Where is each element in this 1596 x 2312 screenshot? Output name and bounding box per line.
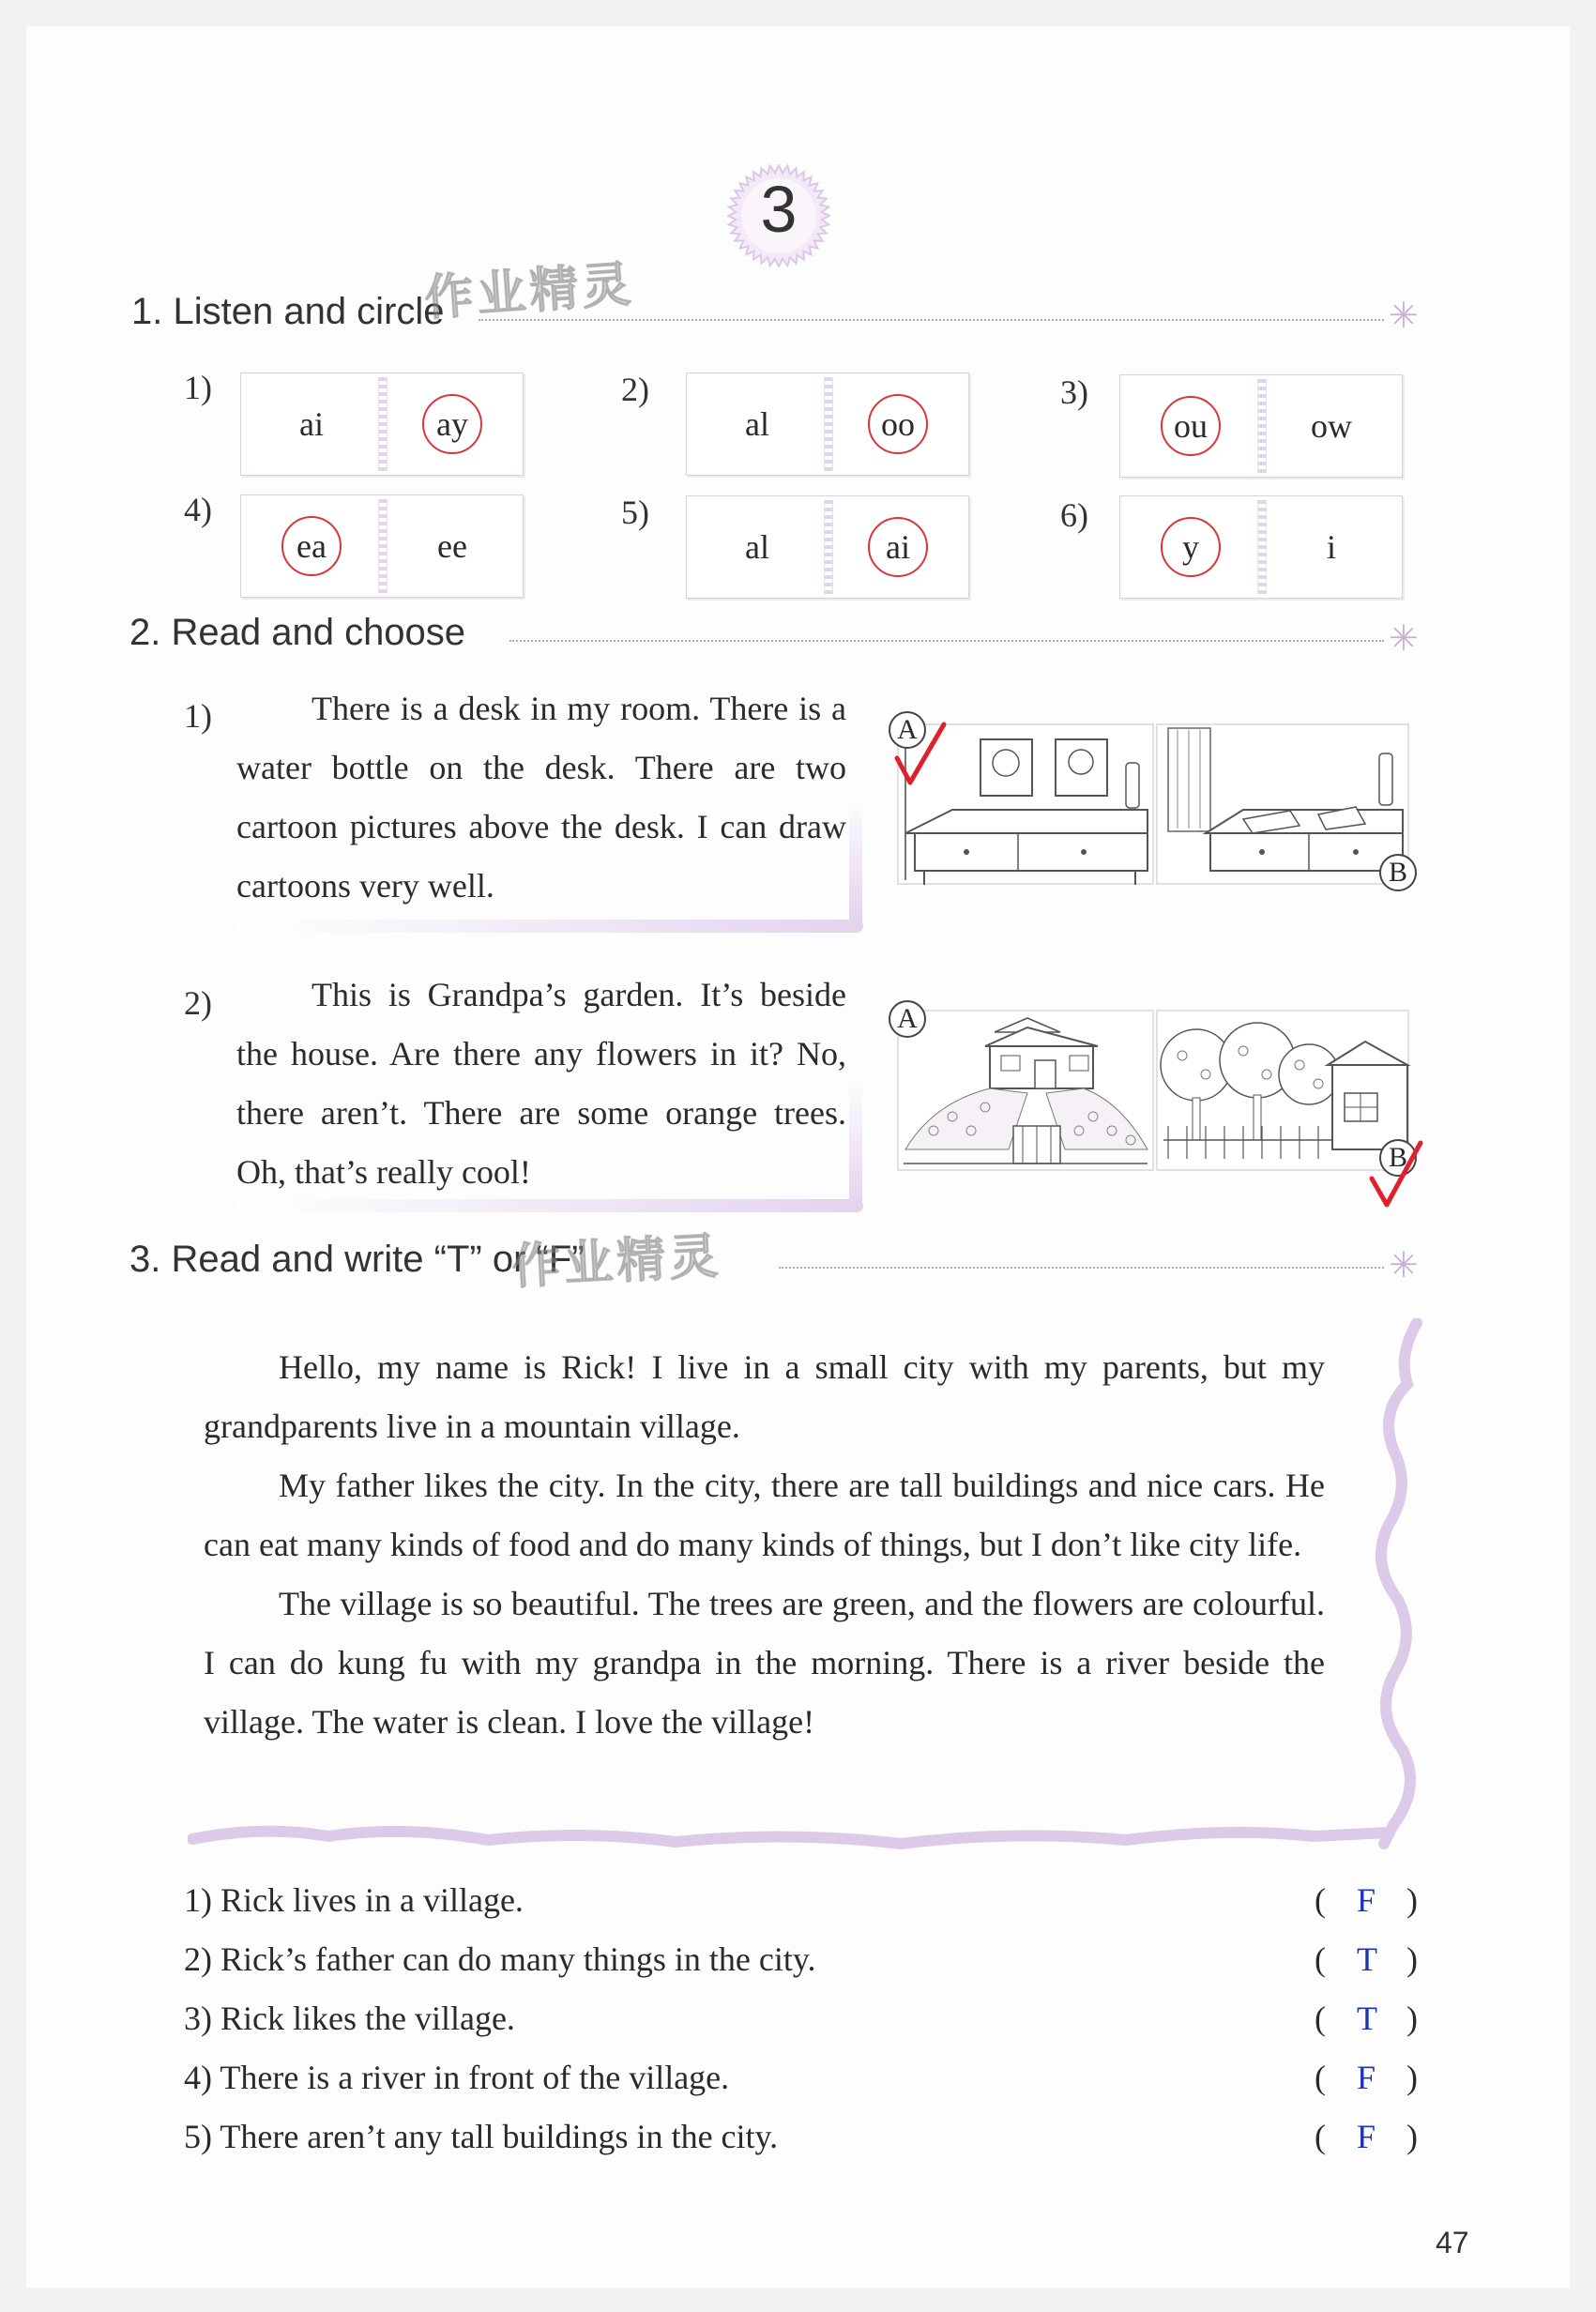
- passage-text: There is a desk in my room. There is a water bottle on the desk. There are two cartoon pictures above the desk. I can draw cartoons very well.: [236, 690, 846, 905]
- question-text: Rick likes the village.: [220, 2000, 515, 2037]
- letter-card: [686, 373, 969, 476]
- option-right[interactable]: i: [1326, 528, 1336, 566]
- section1-title: 1. Listen and circle: [131, 291, 445, 332]
- option-left[interactable]: al: [745, 528, 769, 566]
- s2-item-number: 1): [184, 697, 212, 735]
- s1-item-number: 3): [1060, 373, 1088, 411]
- option-right-circled[interactable]: ai: [868, 517, 928, 577]
- letter-card: [686, 495, 969, 599]
- story-paragraph: My father likes the city. In the city, there are tall buildings and nice cars. He can eat many kinds of food and do many kinds of things, but I don’t like city life.: [204, 1467, 1325, 1563]
- paren-open: (: [1315, 1881, 1326, 1919]
- question-number: 5): [184, 2118, 212, 2155]
- letter-card: [240, 494, 524, 598]
- tf-question: [184, 1989, 1441, 2048]
- option-left[interactable]: ai: [299, 405, 324, 443]
- house-garden-illustration: [896, 1009, 1412, 1173]
- room-desk-illustration: [896, 721, 1412, 890]
- question-number: 4): [184, 2059, 212, 2096]
- option-left[interactable]: al: [745, 405, 769, 443]
- question-text: There aren’t any tall buildings in the city.: [220, 2118, 779, 2155]
- watermark: 作业精灵: [509, 1228, 723, 1296]
- s1-item-number: 6): [1060, 496, 1088, 534]
- paren-close: ): [1406, 2059, 1418, 2096]
- letter-card: [1119, 495, 1403, 599]
- tf-question: [184, 1930, 1441, 1989]
- question-text: Rick’s father can do many things in the city.: [220, 1940, 816, 1978]
- option-right-circled[interactable]: oo: [868, 394, 928, 454]
- option-right[interactable]: ow: [1311, 407, 1352, 445]
- section1-rule: [479, 319, 1384, 321]
- paren-open: (: [1315, 2000, 1326, 2037]
- paren-close: ): [1406, 1881, 1418, 1919]
- paren-open: (: [1315, 2059, 1326, 2096]
- question-text: Rick lives in a village.: [220, 1881, 524, 1919]
- option-label-a[interactable]: A: [889, 1000, 926, 1038]
- option-right-circled[interactable]: ay: [422, 394, 482, 454]
- option-left-circled[interactable]: ea: [281, 516, 342, 576]
- section2-title: 2. Read and choose: [129, 612, 466, 653]
- letter-card: [1119, 374, 1403, 478]
- passage-text: This is Grandpa’s garden. It’s beside the house. Are there any flowers in it? No, there aren’t. There are some orange trees. Oh, that’s really cool!: [236, 976, 846, 1191]
- answer-field[interactable]: T: [1357, 2000, 1377, 2037]
- answer-field[interactable]: F: [1357, 1881, 1376, 1919]
- torn-paper-border: [188, 1318, 1436, 1863]
- tf-question-list: [184, 1871, 1441, 2167]
- tf-question: [184, 1871, 1441, 1930]
- answer-field[interactable]: F: [1357, 2118, 1376, 2155]
- answer-field[interactable]: T: [1357, 1940, 1377, 1978]
- checkmark-icon: [1368, 1137, 1426, 1210]
- option-right[interactable]: ee: [437, 527, 467, 565]
- tf-question: [184, 2107, 1441, 2167]
- s1-item-number: 1): [184, 369, 212, 406]
- s2-item-number: 2): [184, 984, 212, 1022]
- option-left-circled[interactable]: ou: [1161, 396, 1221, 456]
- option-label-b[interactable]: B: [1379, 854, 1417, 891]
- passage-shadow: [849, 788, 862, 924]
- story-paragraph: Hello, my name is Rick! I live in a small city with my parents, but my grandparents live in a mountain village.: [204, 1348, 1325, 1445]
- passage-shadow: [236, 920, 863, 933]
- s1-item-number: 5): [621, 494, 649, 531]
- s2-passage-2: [236, 966, 846, 1202]
- question-number: 2): [184, 1940, 212, 1978]
- sparkle-icon: ✳: [1389, 619, 1419, 659]
- paren-open: (: [1315, 2118, 1326, 2155]
- paren-open: (: [1315, 1940, 1326, 1978]
- tf-question: [184, 2048, 1441, 2107]
- unit-number: 3: [760, 173, 798, 246]
- passage-shadow: [849, 1070, 862, 1210]
- s1-item-number: 2): [621, 371, 649, 408]
- answer-field[interactable]: F: [1357, 2059, 1376, 2096]
- paren-close: ): [1406, 2118, 1418, 2155]
- question-number: 1): [184, 1881, 212, 1919]
- s2-passage-1: [236, 679, 846, 916]
- option-label-b[interactable]: B: [1379, 1139, 1417, 1177]
- watermark: 作业精灵: [422, 256, 637, 327]
- section3-rule: [779, 1267, 1384, 1269]
- story-paragraph: The village is so beautiful. The trees are green, and the flowers are colourful. I can do kung fu with my grandpa in the morning. There is a river beside the village. The water is clean. I love the village!: [204, 1585, 1325, 1741]
- question-number: 3): [184, 2000, 212, 2037]
- page-number: 47: [1436, 2226, 1469, 2259]
- section3-title: 3. Read and write “T” or “F”: [129, 1239, 585, 1280]
- s1-item-number: 4): [184, 491, 212, 528]
- passage-shadow: [236, 1199, 863, 1212]
- checkmark-icon: [893, 721, 950, 791]
- paren-close: ): [1406, 2000, 1418, 2037]
- sparkle-icon: ✳: [1389, 297, 1419, 336]
- option-label-a[interactable]: A: [889, 711, 926, 749]
- option-left-circled[interactable]: y: [1161, 517, 1221, 577]
- section2-rule: [509, 640, 1384, 642]
- sparkle-icon: ✳: [1389, 1246, 1419, 1285]
- question-text: There is a river in front of the village.: [220, 2059, 730, 2096]
- letter-card: [240, 373, 524, 476]
- paren-close: ): [1406, 1940, 1418, 1978]
